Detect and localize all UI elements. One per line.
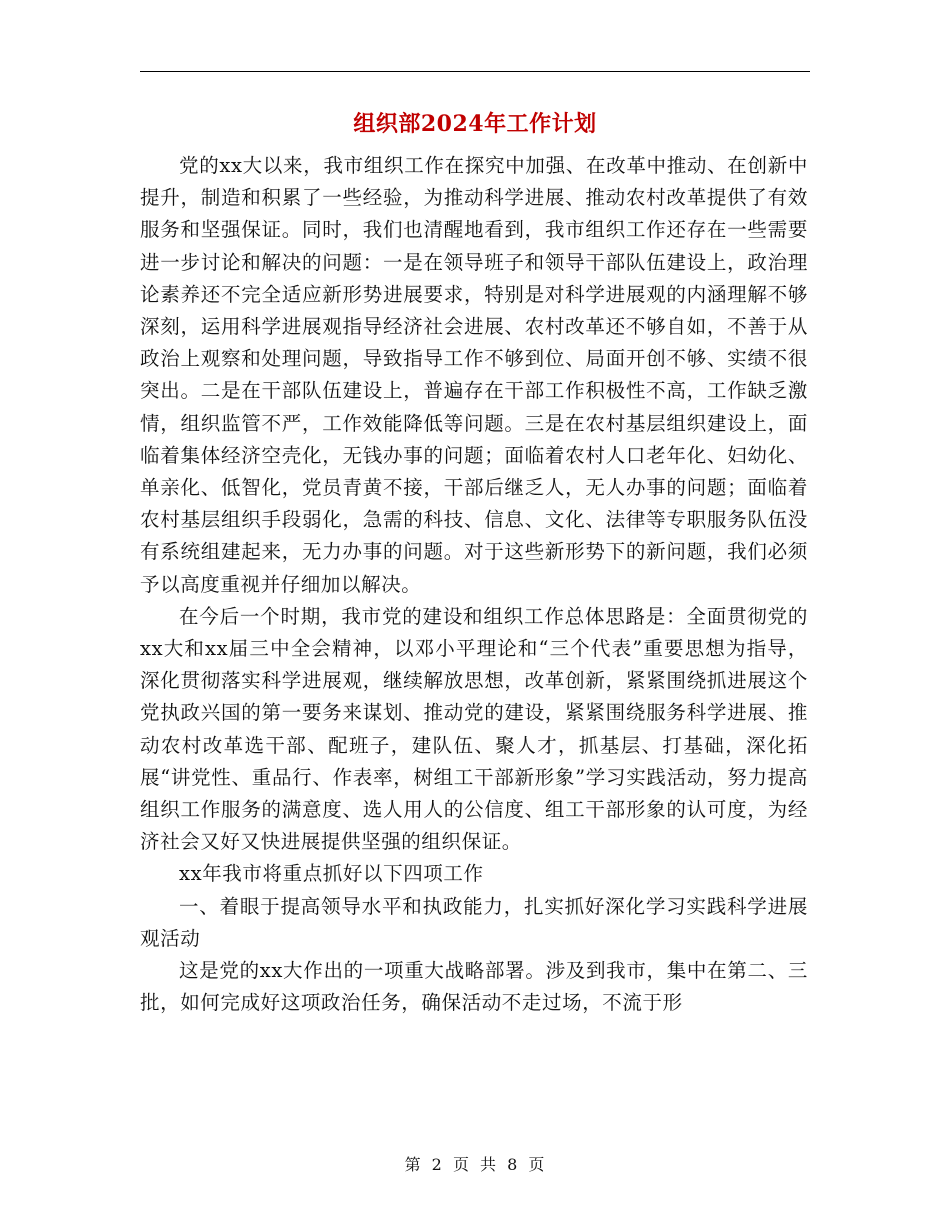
- page-number: 第 2 页 共 8 页: [404, 1155, 546, 1174]
- paragraph-task-one-body: 这是党的xx大作出的一项重大战略部署。涉及到我市，集中在第二、三批，如何完成好这项政治任务，确保活动不走过场，不流于形: [140, 959, 808, 1015]
- paragraph-problems: 党的xx大以来，我市组织工作在探究中加强、在改革中推动、在创新中提升，制造和积累了一些经验，为推动科学进展、推动农村改革提供了有效服务和坚强保证。同时，我们也清醒地看到，我市组织工作还存在一些需要进一步讨论和解决的问题：一是在领导班子和领导干部队伍建设上，政治理论素养还不完全适应新形势进展要求，特别是对科学进展观的内涵理解不够深刻，运用科学进展观指导经济社会进展、农村改革还不够自如，不善于从政治上观察和处理问题，导致指导工作不够到位、局面开创不够、实绩不很突出。二是在干部队伍建设上，普遍存在干部工作积极性不高，工作缺乏激情，组织监管不严，工作效能降低等问题。三是在农村基层组织建设上，面临着集体经济空壳化，无钱办事的问题；面临着农村人口老年化、妇幼化、单亲化、低智化，党员青黄不接，干部后继乏人，无人办事的问题；面临着农村基层组织手段弱化，急需的科技、信息、文化、法律等专职服务队伍没有系统组建起来，无力办事的问题。对于这些新形势下的新问题，我们必须予以高度重视并仔细加以解决。: [140, 154, 808, 596]
- paragraph-task-one-heading: 一、着眼于提高领导水平和执政能力，扎实抓好深化学习实践科学进展观活动: [140, 894, 808, 950]
- paragraph-overall-approach: 在今后一个时期，我市党的建设和组织工作总体思路是：全面贯彻党的xx大和xx届三中全会精神，以邓小平理论和“三个代表”重要思想为指导，深化贯彻落实科学进展观，继续解放思想，改革创新，紧紧围绕抓进展这个党执政兴国的第一要务来谋划、推动党的建设，紧紧围绕服务科学进展、推动农村改革选干部、配班子，建队伍、聚人才，抓基层、打基础，深化拓展“讲党性、重品行、作表率，树组工干部新形象”学习实践活动，努力提高组织工作服务的满意度、选人用人的公信度、组工干部形象的认可度，为经济社会又好又快进展提供坚强的组织保证。: [140, 604, 808, 854]
- paragraph-key-tasks-intro: xx年我市将重点抓好以下四项工作: [179, 862, 484, 886]
- document-body: [140, 150, 808, 1019]
- document-title: 组织部2024年工作计划: [353, 111, 597, 137]
- header-rule: [140, 71, 810, 72]
